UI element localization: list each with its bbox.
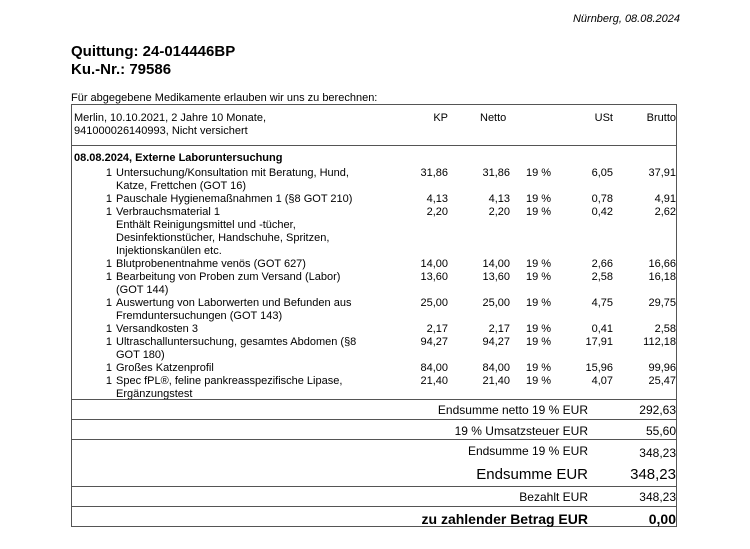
item-description-line: (GOT 144) <box>116 284 169 296</box>
item-qty: 1 <box>105 271 112 283</box>
item-description-line: Bearbeitung von Proben zum Versand (Labor) <box>116 271 341 283</box>
item-kp: 21,40 <box>420 375 448 387</box>
item-vat-rate: 19 % <box>526 193 552 205</box>
item-brutto: 2,58 <box>654 323 676 335</box>
item-vat-rate: 19 % <box>526 297 552 309</box>
item-description-line: Auswertung von Laborwerten und Befunden aus <box>116 297 352 309</box>
item-kp: 31,86 <box>420 167 448 179</box>
item-netto: 2,20 <box>488 206 510 218</box>
due-value: 0,00 <box>648 511 676 527</box>
item-description <box>116 362 382 375</box>
item-netto: 25,00 <box>482 297 510 309</box>
item-ust: 0,41 <box>591 323 613 335</box>
item-ust: 2,66 <box>591 258 613 270</box>
item-ust: 0,42 <box>591 206 613 218</box>
intro-text: Für abgegebene Medikamente erlauben wir uns zu berechnen: <box>71 92 378 104</box>
item-vat-rate: 19 % <box>526 375 552 387</box>
sum-label: Endsumme EUR <box>476 466 588 483</box>
item-brutto: 16,18 <box>648 271 676 283</box>
item-qty: 1 <box>105 362 112 374</box>
item-description-line: Untersuchung/Konsultation mit Beratung, Hund, <box>116 167 349 179</box>
total-net-value: 292,63 <box>639 403 676 417</box>
item-description-line: Katze, Frettchen (GOT 16) <box>116 180 247 192</box>
vat-value: 55,60 <box>645 424 676 438</box>
item-description <box>116 336 382 362</box>
item-description-line: Großes Katzenprofil <box>116 362 214 374</box>
item-kp: 14,00 <box>420 258 448 270</box>
item-ust: 4,75 <box>591 297 613 309</box>
divider-sum <box>71 486 677 487</box>
item-qty: 1 <box>105 336 112 348</box>
item-brutto: 2,62 <box>654 206 676 218</box>
item-description <box>116 323 382 336</box>
paid-label: Bezahlt EUR <box>519 490 588 504</box>
item-description-line: Blutprobenentnahme venös (GOT 627) <box>116 258 306 270</box>
item-vat-rate: 19 % <box>526 336 552 348</box>
divider-items <box>71 399 677 400</box>
item-qty: 1 <box>105 167 112 179</box>
item-description-line: Verbrauchsmaterial 1 <box>116 206 220 218</box>
item-netto: 2,17 <box>488 323 510 335</box>
item-description <box>116 193 382 206</box>
receipt-title: Quittung: 24-014446BP <box>71 43 236 60</box>
item-description-line: Ergänzungstest <box>116 388 193 400</box>
item-kp: 25,00 <box>420 297 448 309</box>
item-brutto: 4,91 <box>654 193 676 205</box>
item-qty: 1 <box>105 323 112 335</box>
item-qty: 1 <box>105 258 112 270</box>
item-description <box>116 206 382 258</box>
item-netto: 21,40 <box>482 375 510 387</box>
divider-net <box>71 419 677 420</box>
item-description-line: Spec fPL®, feline pankreasspezifische Lipase, <box>116 375 343 387</box>
col-header-netto: Netto <box>480 112 507 124</box>
item-ust: 15,96 <box>585 362 613 374</box>
item-description <box>116 271 382 297</box>
item-brutto: 25,47 <box>648 375 676 387</box>
item-brutto: 29,75 <box>648 297 676 309</box>
header-divider <box>71 145 677 146</box>
paid-value: 348,23 <box>639 490 676 504</box>
item-vat-rate: 19 % <box>526 258 552 270</box>
item-description-line: Injektionskanülen etc. <box>116 245 222 257</box>
item-qty: 1 <box>105 297 112 309</box>
total-net-label: Endsumme netto 19 % EUR <box>437 403 588 417</box>
item-brutto: 99,96 <box>648 362 676 374</box>
item-brutto: 112,18 <box>643 336 676 348</box>
col-header-kp: KP <box>433 112 448 124</box>
item-qty: 1 <box>105 193 112 205</box>
sum-value: 348,23 <box>630 466 676 483</box>
col-header-ust: USt <box>594 112 613 124</box>
item-kp: 2,20 <box>426 206 448 218</box>
divider-paid <box>71 506 677 507</box>
item-description-line: Desinfektionstücher, Handschuhe, Spritzen, <box>116 232 330 244</box>
item-vat-rate: 19 % <box>526 167 552 179</box>
item-brutto: 16,66 <box>648 258 676 270</box>
item-description-line: Enthält Reinigungsmittel und -tücher, <box>116 219 296 231</box>
item-description <box>116 258 382 271</box>
gross19-label: Endsumme 19 % EUR <box>467 444 588 458</box>
item-description-line: Fremduntersuchungen (GOT 143) <box>116 310 283 322</box>
item-vat-rate: 19 % <box>526 206 552 218</box>
item-brutto: 37,91 <box>648 167 676 179</box>
due-label: zu zahlender Betrag EUR <box>421 511 588 527</box>
item-ust: 2,58 <box>591 271 613 283</box>
item-ust: 4,07 <box>591 375 613 387</box>
item-qty: 1 <box>105 206 112 218</box>
item-netto: 13,60 <box>482 271 510 283</box>
item-kp: 84,00 <box>420 362 448 374</box>
patient-info <box>74 112 266 138</box>
item-description <box>116 167 382 193</box>
item-netto: 31,86 <box>482 167 510 179</box>
item-ust: 0,78 <box>591 193 613 205</box>
item-vat-rate: 19 % <box>526 362 552 374</box>
item-netto: 14,00 <box>482 258 510 270</box>
customer-number: Ku.-Nr.: 79586 <box>71 61 172 78</box>
item-vat-rate: 19 % <box>526 271 552 283</box>
item-netto: 84,00 <box>482 362 510 374</box>
item-vat-rate: 19 % <box>526 323 552 335</box>
gross19-value: 348,23 <box>639 446 676 460</box>
item-kp: 2,17 <box>426 323 448 335</box>
item-description-line: Versandkosten 3 <box>116 323 198 335</box>
item-ust: 17,91 <box>585 336 613 348</box>
item-description <box>116 297 382 323</box>
item-kp: 94,27 <box>420 336 448 348</box>
divider-vat <box>71 439 677 440</box>
section-title: 08.08.2024, Externe Laboruntersuchung <box>74 152 283 164</box>
patient-line-1: Merlin, 10.10.2021, 2 Jahre 10 Monate, <box>74 112 267 124</box>
vat-label: 19 % Umsatzsteuer EUR <box>454 424 588 438</box>
item-description <box>116 375 382 401</box>
item-kp: 4,13 <box>426 193 448 205</box>
item-description-line: Pauschale Hygienemaßnahmen 1 (§8 GOT 210) <box>116 193 353 205</box>
item-netto: 94,27 <box>482 336 510 348</box>
item-ust: 6,05 <box>591 167 613 179</box>
col-header-brutto: Brutto <box>646 112 676 124</box>
item-qty: 1 <box>105 375 112 387</box>
item-kp: 13,60 <box>420 271 448 283</box>
place-date: Nürnberg, 08.08.2024 <box>572 13 680 25</box>
item-description-line: Ultraschalluntersuchung, gesamtes Abdomen (§8 <box>116 336 357 348</box>
item-netto: 4,13 <box>488 193 510 205</box>
item-description-line: GOT 180) <box>116 349 165 361</box>
patient-line-2: 941000026140993, Nicht versichert <box>74 125 248 137</box>
